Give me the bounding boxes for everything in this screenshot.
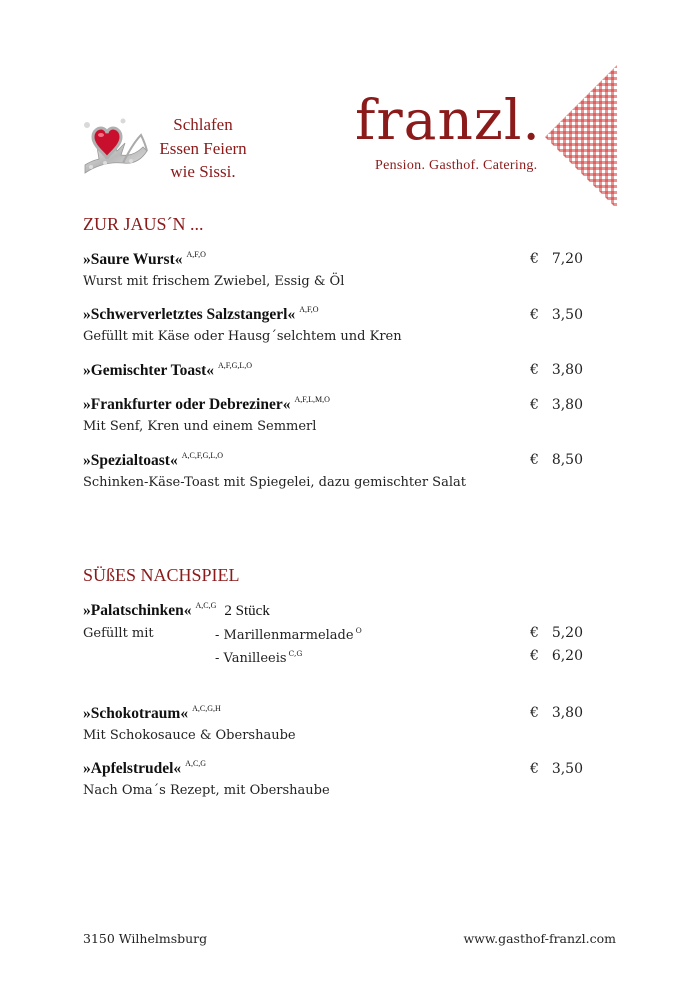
menu-item-name [83, 361, 252, 380]
variant-label [215, 649, 302, 666]
menu-item-price [530, 251, 583, 267]
allergen-codes: O [355, 626, 362, 635]
variant-label-text: - Marillenmarmelade [215, 628, 354, 643]
allergen-codes: A,F,O [299, 305, 319, 314]
menu-item-description: Gefüllt mit Käse oder Hausg´selchtem und Kren [83, 329, 402, 344]
variant-price [530, 648, 583, 664]
price-value: 3,80 [551, 705, 583, 721]
menu-item-price [530, 452, 583, 468]
tagline-line: wie Sissi. [170, 162, 236, 181]
menu-item-description: Nach Oma´s Rezept, mit Obershaube [83, 783, 330, 798]
price-value: 3,80 [551, 397, 583, 413]
item-name-text: »Gemischter Toast« [83, 362, 215, 379]
currency-symbol: € [530, 648, 539, 664]
allergen-codes: C,G [288, 649, 303, 658]
currency-symbol: € [530, 452, 539, 468]
brand-subtitle: Pension. Gasthof. Catering. [375, 158, 538, 173]
menu-item-name [83, 395, 330, 414]
menu-item-name [83, 759, 206, 778]
section-title: ZUR JAUS´N ... [83, 214, 204, 234]
menu-item-price [530, 362, 583, 378]
currency-symbol: € [530, 705, 539, 721]
menu-item-description: Wurst mit frischem Zwiebel, Essig & Öl [83, 274, 345, 289]
menu-item-price [530, 761, 583, 777]
allergen-codes: A,C,G,H [192, 704, 221, 713]
price-value: 7,20 [551, 251, 583, 267]
item-quantity: 2 Stück [224, 603, 270, 619]
tagline-line: Essen Feiern [159, 138, 247, 158]
footer-website-link[interactable]: www.gasthof-franzl.com [463, 931, 616, 946]
price-value: 3,50 [551, 307, 583, 323]
menu-item-name [83, 250, 206, 269]
allergen-codes: A,C,F,G,L,O [181, 451, 224, 460]
currency-symbol: € [530, 251, 539, 267]
checkered-tablecloth-image [545, 65, 617, 209]
currency-symbol: € [530, 362, 539, 378]
menu-item-price [530, 397, 583, 413]
menu-item-name [83, 451, 223, 470]
item-name-text: »Schwerverletztes Salzstangerl« [83, 306, 296, 323]
menu-item-description: Schinken-Käse-Toast mit Spiegelei, dazu gemischter Salat [83, 475, 466, 490]
price-value: 3,80 [551, 362, 583, 378]
currency-symbol: € [530, 307, 539, 323]
item-name-text: »Frankfurter oder Debreziner« [83, 396, 291, 413]
item-name-text: »Spezialtoast« [83, 452, 178, 469]
item-name-text: »Apfelstrudel« [83, 760, 182, 777]
menu-item-description: Gefüllt mit [83, 626, 154, 641]
variant-label-text: - Vanilleeis [215, 651, 287, 666]
tagline-line: Schlafen [173, 115, 233, 134]
item-name-text: »Palatschinken« [83, 602, 192, 619]
item-name-text: »Schokotraum« [83, 705, 189, 722]
footer-address: 3150 Wilhelmsburg [83, 931, 208, 946]
price-value: 6,20 [551, 648, 583, 664]
menu-item-description: Mit Schokosauce & Obershaube [83, 728, 296, 743]
brand-logo: franzl. [355, 88, 541, 152]
menu-item-price [530, 705, 583, 721]
menu-item-name [83, 704, 221, 723]
currency-symbol: € [530, 761, 539, 777]
allergen-codes: A,F,O [186, 250, 206, 259]
menu-item-name [83, 305, 319, 324]
item-name-text: »Saure Wurst« [83, 251, 183, 268]
allergen-codes: A,C,G [195, 601, 217, 610]
currency-symbol: € [530, 625, 539, 641]
section-title: SÜßES NACHSPIEL [83, 565, 240, 585]
price-value: 8,50 [551, 452, 583, 468]
currency-symbol: € [530, 397, 539, 413]
variant-price [530, 625, 583, 641]
variant-label [215, 626, 362, 643]
menu-item-price [530, 307, 583, 323]
crown-heart-image [83, 103, 149, 179]
menu-item-description: Mit Senf, Kren und einem Semmerl [83, 419, 317, 434]
tagline [150, 113, 256, 184]
allergen-codes: A,F,L,M,O [294, 395, 330, 404]
allergen-codes: A,F,G,L,O [218, 361, 253, 370]
price-value: 5,20 [551, 625, 583, 641]
price-value: 3,50 [551, 761, 583, 777]
allergen-codes: A,C,G [185, 759, 207, 768]
menu-item-name [83, 601, 270, 620]
